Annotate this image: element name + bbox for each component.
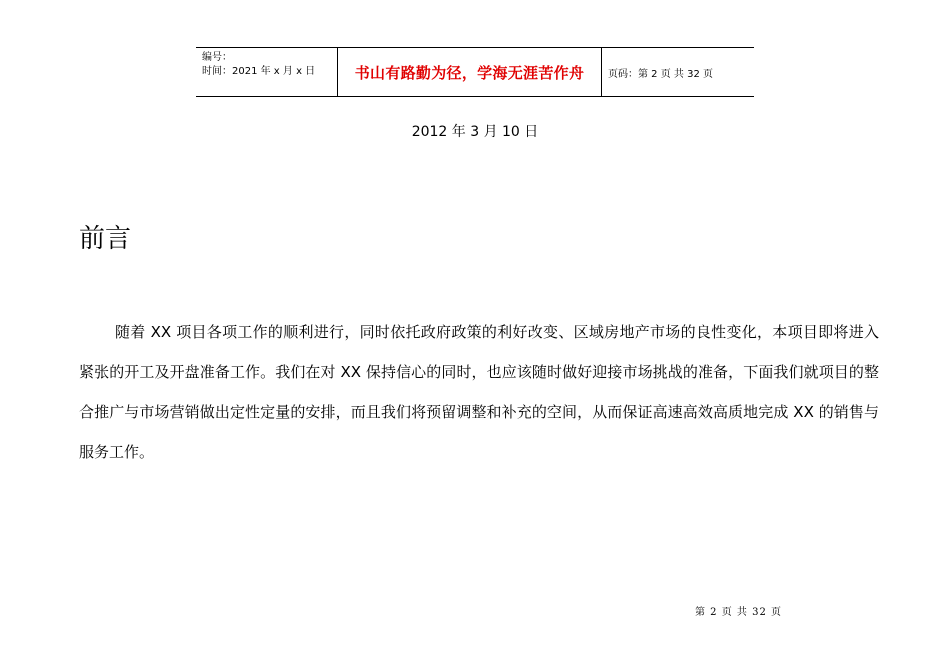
body-paragraph: 随着 XX 项目各项工作的顺利进行，同时依托政府政策的利好改变、区域房地产市场的良性变化，本项目即将进入紧张的开工及开盘准备工作。我们在对 XX 保持信心的同时，也应该随时做好迎接市场挑战的准备，下面我们就项目的整合推广与市场营销做出定性定量的安排，而且我们将预留调整和补充的空间，从而保证高速高效高质地完成 XX 的销售与服务工作。 [79,323,879,461]
header-motto: 书山有路勤为径，学海无涯苦作舟 [354,63,585,82]
document-time-label: 时间：2021 年 x 月 x 日 [202,66,316,77]
document-number-label: 编号： [202,52,232,63]
page-header [196,47,754,97]
page-footer: 第 2 页 共 32 页 [695,607,782,618]
document-date: 2012 年 3 月 10 日 [411,124,539,140]
section-heading: 前言 [79,224,132,254]
header-meta-cell [196,48,338,96]
header-page-code: 页码：第 2 页 共 32 页 [608,68,713,80]
header-motto-cell [338,48,602,96]
header-page-cell [602,48,754,96]
